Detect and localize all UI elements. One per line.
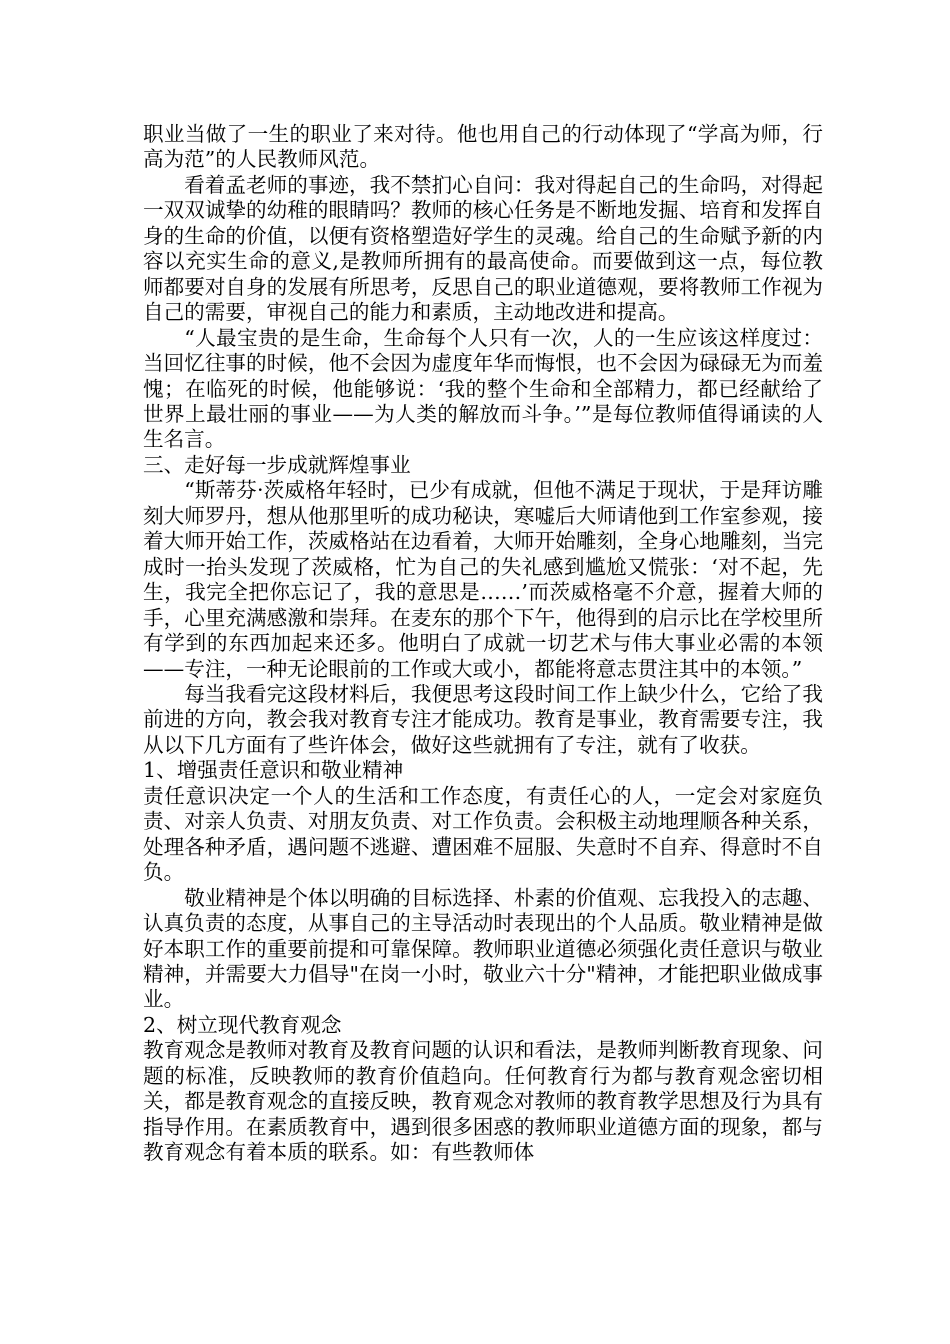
section-heading-three: 三、走好每一步成就辉煌事业 (143, 452, 411, 477)
paragraph-responsibility: 责任意识决定一个人的生活和工作态度，有责任心的人，一定会对家庭负责、对亲人负责、对朋友负责、对工作负责。会积极主动地理顺各种关系，处理各种矛盾，遇问题不逃避、遭困难不屈服、失意时不自弃、得意时不自负。 (143, 783, 823, 885)
paragraph-dedication: 敬业精神是个体以明确的目标选择、朴素的价值观、忘我投入的志趣、认真负责的态度，从事自己的主导活动时表现出的个人品质。敬业精神是做好本职工作的重要前提和可靠保障。教师职业道德必须强化责任意识与敬业精神，并需要大力倡导"在岗一小时，敬业六十分"精神，才能把职业做成事业。 (143, 885, 823, 1012)
subheading-responsibility: 1、增强责任意识和敬业精神 (143, 758, 404, 783)
paragraph-reflection: 看着孟老师的事迹，我不禁扪心自问：我对得起自己的生命吗，对得起一双双诚挚的幼稚的眼睛吗？教师的核心任务是不断地发掘、培育和发挥自身的生命的价值，以便有资格塑造好学生的灵魂。给自己的生命赋予新的内容以充实生命的意义,是教师所拥有的最高使命。而要做到这一点，每位教师都要对自身的发展有所思考，反思自己的职业道德观，要将教师工作视为自己的需要，审视自己的能力和素质，主动地改进和提高。 (143, 172, 823, 325)
paragraph-education-concept: 教育观念是教师对教育及教育问题的认识和看法，是教师判断教育现象、问题的标准，反映教师的教育价值趋向。任何教育行为都与教育观念密切相关，都是教育观念的直接反映，教育观念对教师的教育教学思想及行为具有指导作用。在素质教育中，遇到很多困惑的教师职业道德方面的现象，都与教育观念有着本质的联系。如：有些教师体 (143, 1038, 823, 1165)
paragraph-continuation: 职业当做了一生的职业了来对待。他也用自己的行动体现了“学高为师，行高为范”的人民教师风范。 (143, 122, 823, 172)
paragraph-zweig-story: “斯蒂芬·茨威格年轻时，已少有成就，但他不满足于现状，于是拜访雕刻大师罗丹，想从他那里听的成功秘诀，寒嘘后大师请他到工作室参观，接着大师开始工作，茨威格站在边看着，大师开始雕刻，全身心地雕刻，当完成时一抬头发现了茨威格，忙为自己的失礼感到尴尬又慌张：‘对不起，先生，我完全把你忘记了，我的意思是……’而茨威格毫不介意，握着大师的手，心里充满感激和崇拜。在麦东的那个下午，他得到的启示比在学校里所有学到的东西加起来还多。他明白了成就一切艺术与伟大事业必需的本领——专注，一种无论眼前的工作或大或小，都能将意志贯注其中的本领。” (143, 478, 823, 681)
paragraph-focus: 每当我看完这段材料后，我便思考这段时间工作上缺少什么，它给了我前进的方向，教会我对教育专注才能成功。教育是事业，教育需要专注，我从以下几方面有了些许体会，做好这些就拥有了专注，就有了收获。 (143, 681, 823, 757)
subheading-education-concept: 2、树立现代教育观念 (143, 1012, 342, 1037)
document-body (143, 122, 823, 1166)
paragraph-quote: “人最宝贵的是生命，生命每个人只有一次，人的一生应该这样度过：当回忆往事的时候，他不会因为虚度年华而悔恨，也不会因为碌碌无为而羞愧；在临死的时候，他能够说：‘我的整个生命和全部精力，都已经献给了世界上最壮丽的事业——为人类的解放而斗争。’”是每位教师值得诵读的人生名言。 (143, 325, 823, 452)
